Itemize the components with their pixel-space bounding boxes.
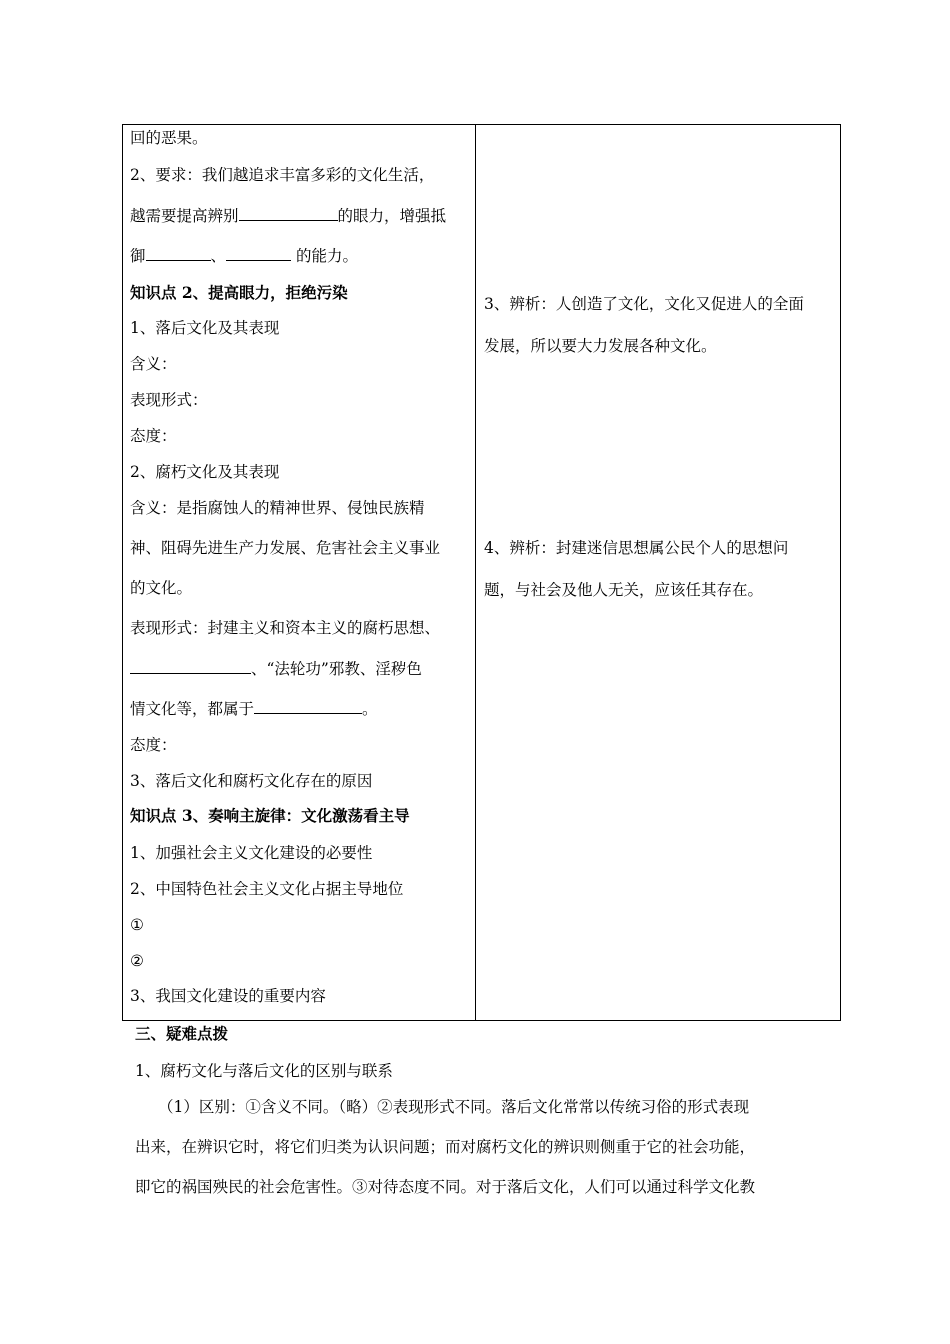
text-line: 回的恶果。 xyxy=(130,129,208,147)
subheading: 3、落后文化和腐朽文化存在的原因 xyxy=(130,772,373,790)
question-line: 4、辨析：封建迷信思想属公民个人的思想问 xyxy=(484,539,789,557)
text-line: 情文化等，都属于 。 xyxy=(130,700,378,718)
paragraph-line: 出来，在辨识它时，将它们归类为认识问题；而对腐朽文化的辨识则侧重于它的社会功能， xyxy=(135,1138,756,1156)
list-item: 1、加强社会主义文化建设的必要性 xyxy=(130,844,373,862)
question-line: 发展，所以要大力发展各种文化。 xyxy=(484,337,717,355)
knowledge-point-heading: 知识点 2、提高眼力，拒绝污染 xyxy=(130,283,348,302)
question-line: 3、辨析：人创造了文化，文化又促进人的全面 xyxy=(484,295,804,313)
field-label: 态度： xyxy=(130,427,177,445)
list-item: 2、中国特色社会主义文化占据主导地位 xyxy=(130,880,404,898)
subheading: 2、腐朽文化及其表现 xyxy=(130,463,280,481)
fill-blank xyxy=(254,698,362,714)
field-label: 含义： xyxy=(130,355,177,373)
field-label: 态度： xyxy=(130,736,177,754)
paragraph-line: 即它的祸国殃民的社会危害性。③对待态度不同。对于落后文化，人们可以通过科学文化教 xyxy=(135,1178,756,1196)
list-item: 1、腐朽文化与落后文化的区别与联系 xyxy=(135,1062,393,1080)
list-item: ② xyxy=(130,952,144,970)
text-line: 神、阻碍先进生产力发展、危害社会主义事业 xyxy=(130,539,441,557)
field-label: 表现形式： xyxy=(130,391,208,409)
list-item: ① xyxy=(130,916,144,934)
paragraph-line: （1）区别：①含义不同。（略）②表现形式不同。落后文化常常以传统习俗的形式表现 xyxy=(158,1098,750,1116)
fill-blank xyxy=(146,245,211,261)
requirement-line: 越需要提高辨别 的眼力，增强抵 xyxy=(130,207,447,225)
section-heading: 三、疑难点拨 xyxy=(135,1024,229,1043)
text-line: 表现形式：封建主义和资本主义的腐朽思想、 xyxy=(130,619,441,637)
list-item: 3、我国文化建设的重要内容 xyxy=(130,987,326,1005)
text-line: 的文化。 xyxy=(130,579,193,597)
column-divider xyxy=(475,124,476,1021)
fill-blank xyxy=(239,205,338,221)
subheading: 1、落后文化及其表现 xyxy=(130,319,280,337)
requirement-line: 2、要求：我们越追求丰富多彩的文化生活， xyxy=(130,166,435,184)
requirement-line: 御 、 的能力。 xyxy=(130,247,358,265)
fill-blank xyxy=(226,245,291,261)
fill-blank xyxy=(130,658,251,674)
question-line: 题，与社会及他人无关，应该任其存在。 xyxy=(484,581,764,599)
text-line: 含义：是指腐蚀人的精神世界、侵蚀民族精 xyxy=(130,499,425,517)
text-line: 、“法轮功”邪教、淫秽色 xyxy=(130,658,422,679)
knowledge-point-heading: 知识点 3、奏响主旋律：文化激荡看主导 xyxy=(130,806,410,825)
